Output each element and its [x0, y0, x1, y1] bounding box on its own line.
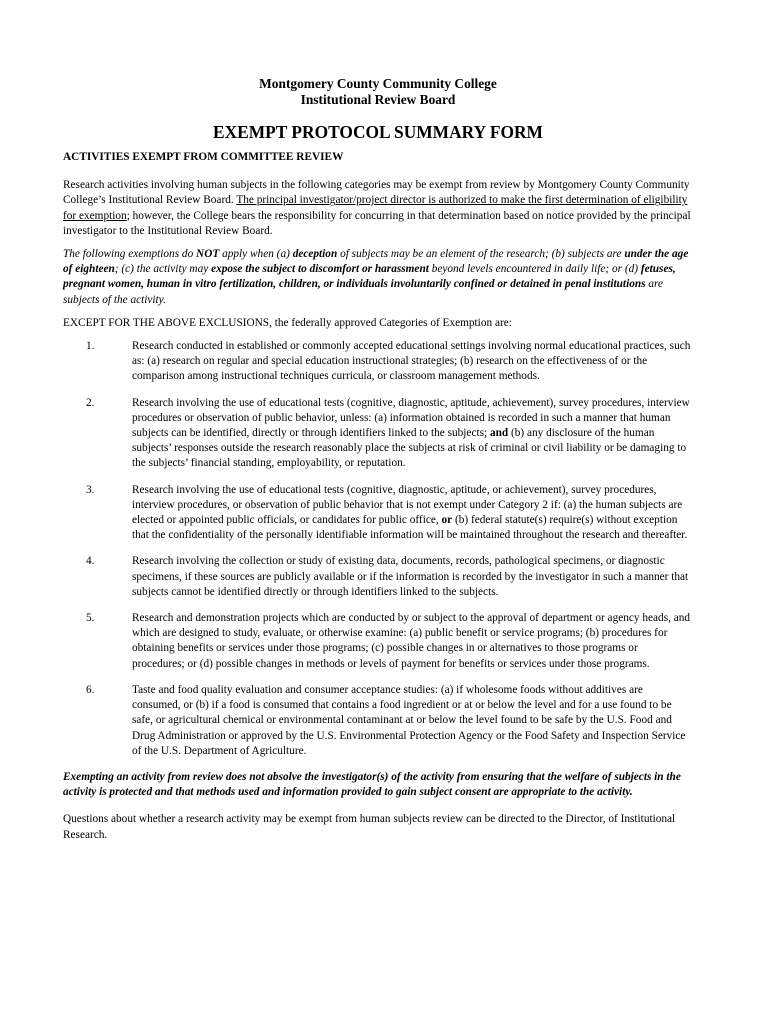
note-text: ; (c) the activity may	[114, 263, 212, 276]
note-bold: fetuses, pregnant women, human in vitro fertilization, children, or individuals involuntarily confined or detained in penal institutions	[63, 263, 676, 291]
intro-text-1: Research activities involving human subjects in the following categories may be exempt from review by Montgomery County Community College’s Institutional Review Board.	[63, 179, 690, 207]
category-text	[132, 396, 693, 472]
categories-list	[63, 339, 693, 759]
intro-underlined-text: The principal investigator/project director is authorized to make the first determination of eligibility for exemption	[63, 194, 688, 222]
note-bold: expose the subject to discomfort or harassment	[211, 263, 429, 276]
board-name: Institutional Review Board	[300, 92, 456, 107]
section-heading: ACTIVITIES EXEMPT FROM COMMITTEE REVIEW	[63, 151, 344, 163]
exemptions-note	[63, 247, 693, 308]
org-name: Montgomery County Community College	[259, 76, 497, 91]
closing-note: Exempting an activity from review does not absolve the investigator(s) of the activity from ensuring that the welfare of subjects in the activity is protected and that methods used and information provided to gain subject consent are appropriate to the activity.	[63, 770, 681, 799]
category-item	[63, 554, 693, 600]
category-item	[63, 611, 693, 672]
intro-text-2: ; however, the College bears the responsibility for concurring in that determination based on notice provided by the principal investigator to the Institutional Review Board.	[63, 209, 691, 237]
category-text	[132, 483, 693, 544]
note-text: beyond levels encountered in daily life; or (d)	[428, 263, 641, 276]
category-item	[63, 339, 693, 385]
category-text-part: Research involving the use of educational tests (cognitive, diagnostic, aptitude, achievement), survey procedures, interview procedures or observation of public behavior, unless: (a) information obtained is recorded in such a manner that human subjects can be identified, directly or through identifiers linked to the subjects;	[132, 396, 690, 440]
note-text: The following exemptions do	[63, 248, 197, 261]
category-text: Research and demonstration projects which are conducted by or subject to the approval of department or agency heads, and which are designed to study, evaluate, or otherwise examine: (a) public benefit or service programs; (b) procedures for obtaining benefits or services under those programs; (c) possible changes in or alternatives to those programs or procedures; or (d) possible changes in methods or levels of payment for benefits or services under those programs.	[132, 612, 691, 670]
note-text: of subjects may be an element of the research; (b) subjects are	[337, 248, 625, 261]
note-text: are subjects of the activity.	[63, 278, 663, 306]
note-bold: under the age of eighteen	[63, 248, 689, 276]
category-text: Research conducted in established or commonly accepted educational settings involving normal educational practices, such as: (a) research on regular and special education instructional strategies; (b) research on the effectiveness of or the comparison among instructional techniques curricula, or classroom management methods.	[132, 340, 691, 383]
note-bold: NOT	[196, 248, 220, 261]
note-text: apply when (a)	[219, 248, 293, 261]
note-bold: deception	[292, 248, 338, 261]
form-title: EXEMPT PROTOCOL SUMMARY FORM	[213, 122, 543, 142]
category-item	[63, 483, 693, 544]
except-line: EXCEPT FOR THE ABOVE EXCLUSIONS, the federally approved Categories of Exemption are:	[63, 316, 512, 329]
category-item	[63, 396, 693, 472]
document-page	[63, 76, 693, 843]
category-number: 2.	[86, 396, 95, 409]
intro-paragraph	[63, 178, 693, 239]
category-number: 4.	[86, 555, 95, 568]
category-text: Taste and food quality evaluation and consumer acceptance studies: (a) if wholesome foods without additives are consumed, or (b) if a food is consumed that contains a food ingredient or at or below the level and for a use found to be safe, or agricultural chemical or environmental contaminant at or below the level found to be safe by the U.S. Food and Drug Administration or approved by the U.S. Environmental Protection Agency or the Food Safety and Inspection Service of the U.S. Department of Agriculture.	[132, 683, 686, 757]
category-number: 1.	[86, 340, 95, 353]
category-text-part: (b) any disclosure of the human subjects’ responses outside the research reasonably place the subjects at risk of criminal or civil liability or be damaging to the subjects’ financial standing, employability, or reputation.	[132, 427, 687, 470]
questions-paragraph: Questions about whether a research activity may be exempt from human subjects review can be directed to the Director, of Institutional Research.	[63, 813, 676, 841]
category-number: 5.	[86, 612, 95, 625]
category-item	[63, 683, 693, 759]
category-text: Research involving the collection or study of existing data, documents, records, pathological specimens, or diagnostic specimens, if these sources are publicly available or if the information is recorded by the investigator in such a manner that subjects cannot be identified directly or through identifiers linked to the subjects.	[132, 555, 689, 598]
category-number: 3.	[86, 483, 95, 496]
category-number: 6.	[86, 683, 95, 696]
category-bold-word: or	[441, 514, 453, 527]
category-bold-word: and	[489, 427, 509, 440]
category-text-part: (b) federal statute(s) require(s) without exception that the confidentiality of the personally identifiable information will be maintained throughout the research and thereafter.	[132, 514, 688, 542]
category-text-part: Research involving the use of educational tests (cognitive, diagnostic, aptitude, or achievement), survey procedures, interview procedures, or observation of public behavior that is not exempt under Category 2 if: (a) the human subjects are elected or appointed public officials, or candidates for public office,	[132, 483, 683, 527]
